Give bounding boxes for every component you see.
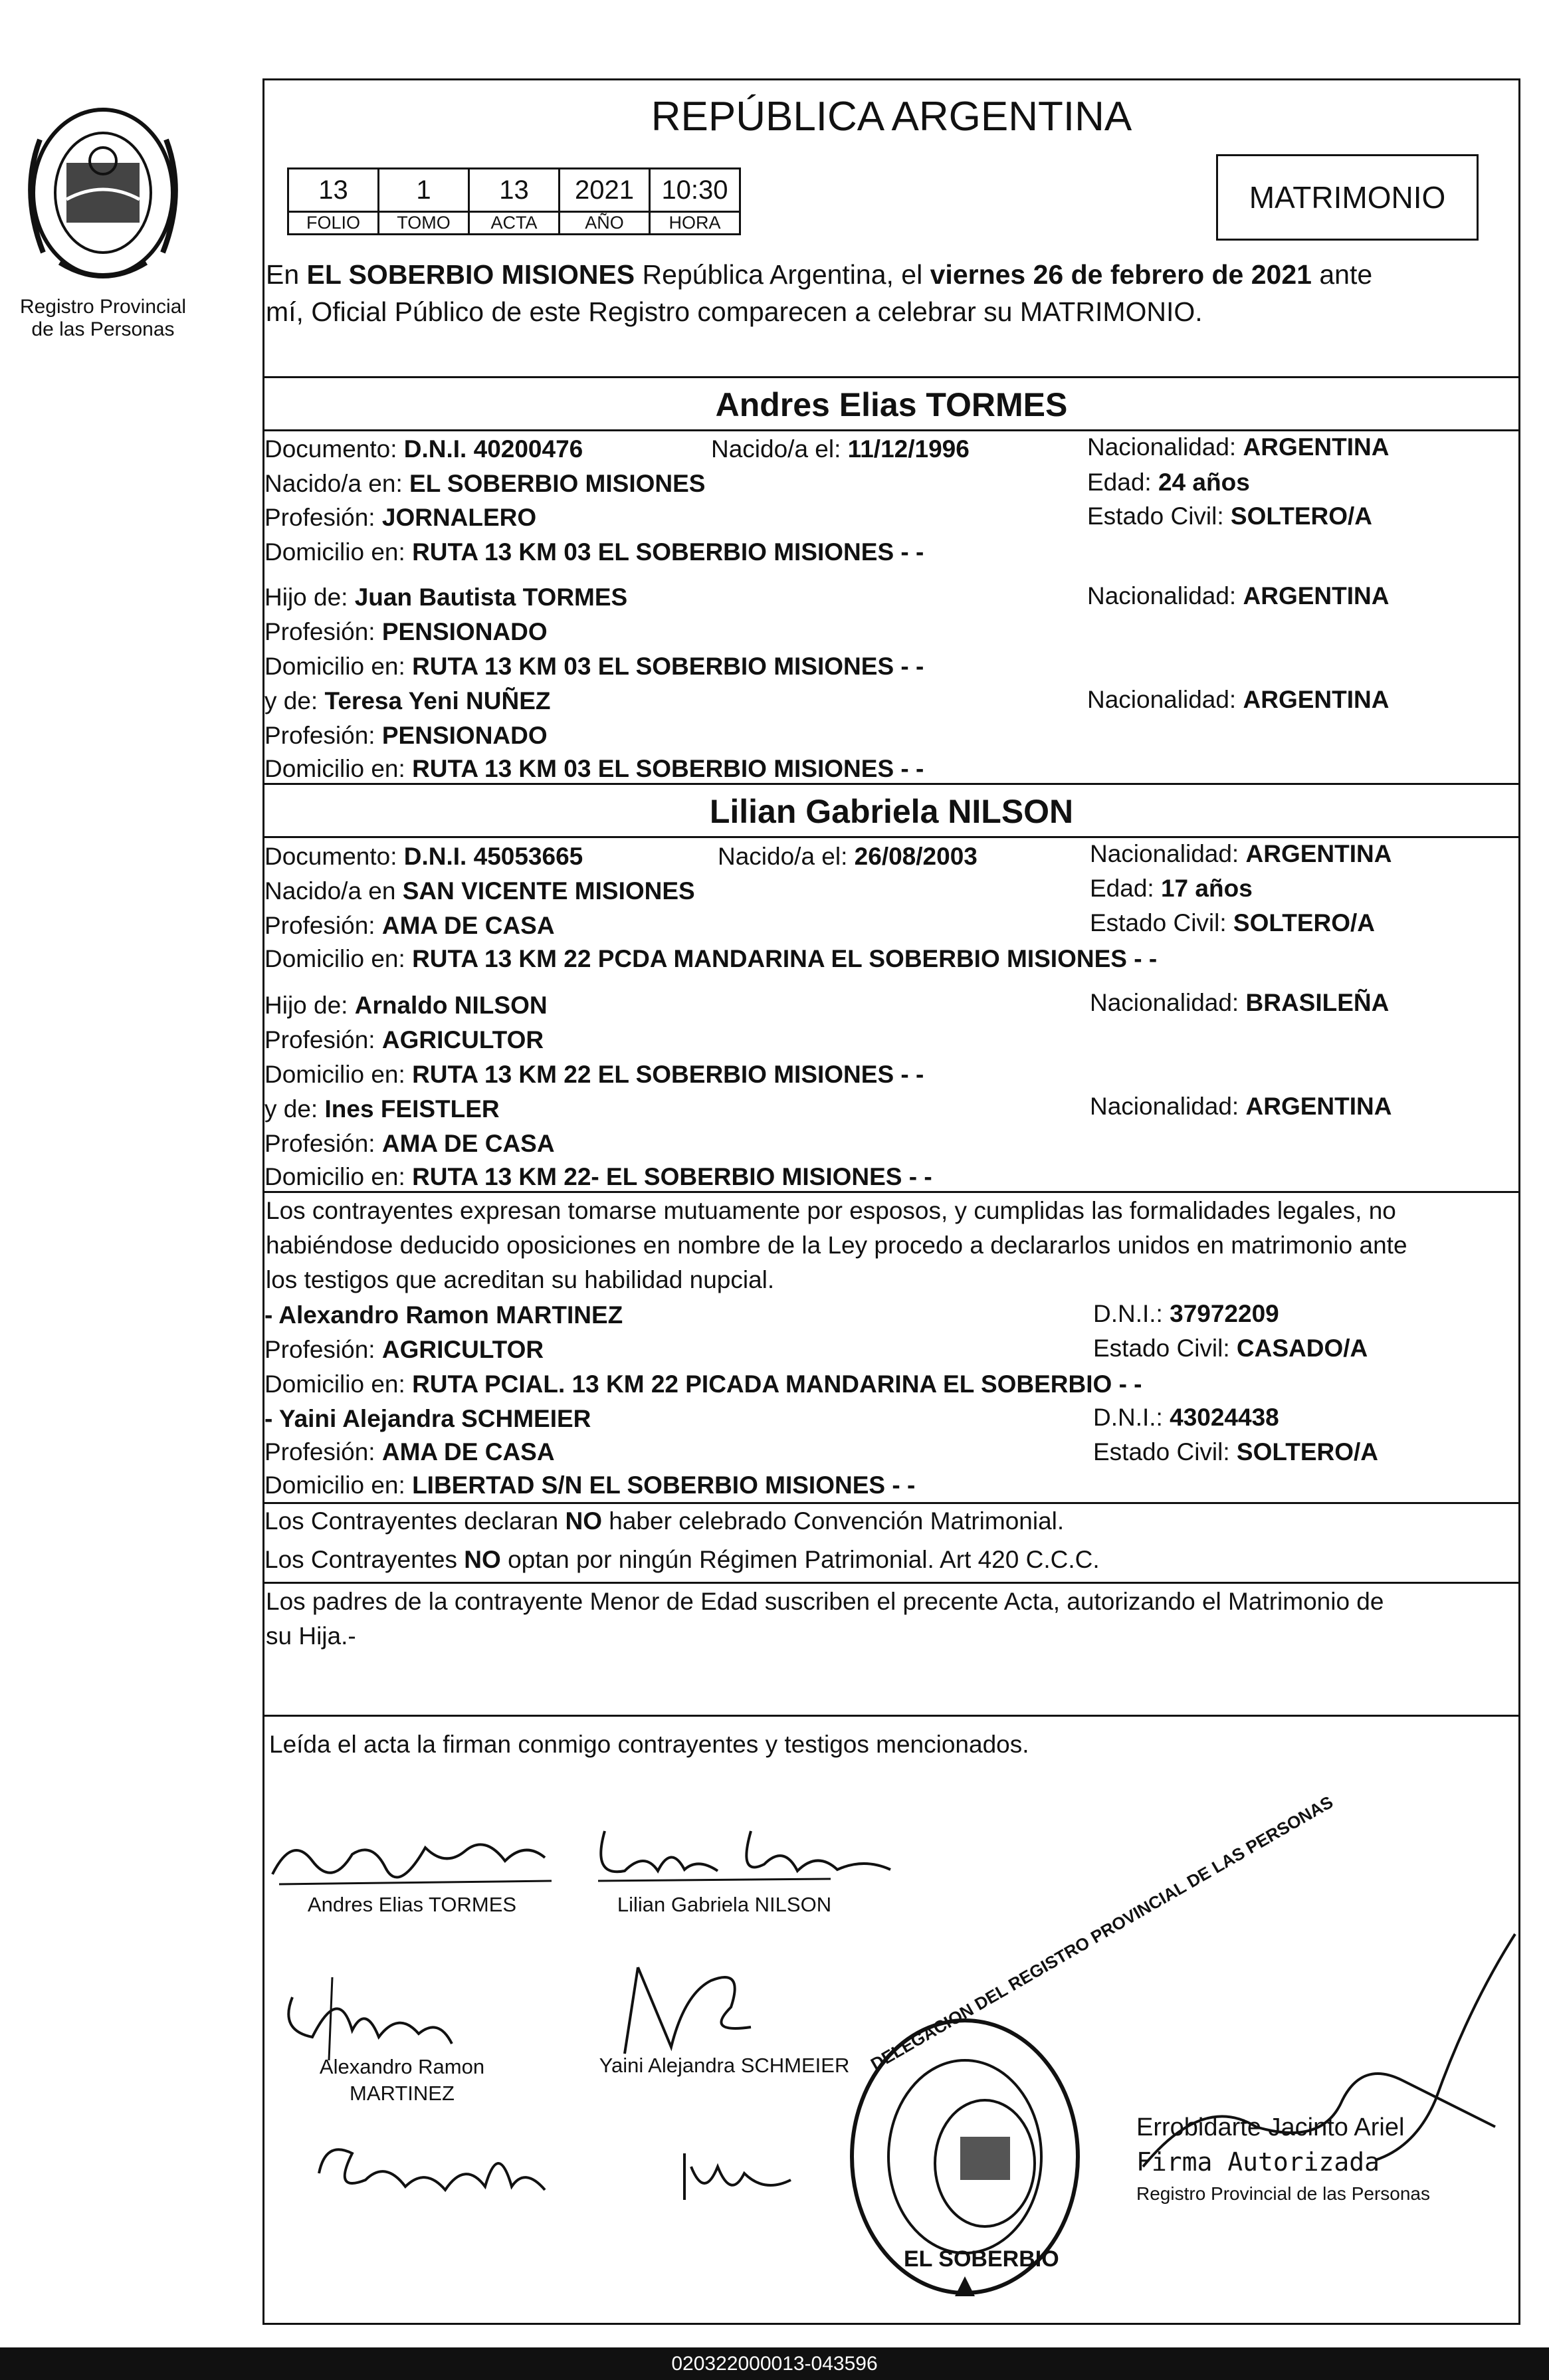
hora-value: 10:30 (650, 169, 740, 212)
stamp-center-text: EL SOBERBIO (904, 2246, 1059, 2272)
intro-date: viernes 26 de febrero de 2021 (930, 259, 1312, 290)
spouse1-father-dom: Domicilio en: RUTA 13 KM 03 EL SOBERBIO MISIONES - - (264, 653, 924, 680)
spouse2-mother-dom: Domicilio en: RUTA 13 KM 22- EL SOBERBIO MISIONES - - (264, 1163, 932, 1190)
country-title: REPÚBLICA ARGENTINA (651, 94, 1132, 140)
divider (262, 429, 1520, 431)
witness2-civil: Estado Civil: SOLTERO/A (1093, 1438, 1379, 1465)
divider (262, 1502, 1520, 1504)
signature-witness1 (266, 1971, 465, 2064)
witness1-dni: D.N.I.: 37972209 (1093, 1300, 1279, 1327)
spouse1-mother-nat: Nacionalidad: ARGENTINA (1087, 686, 1390, 713)
spouse2-father-dom: Domicilio en: RUTA 13 KM 22 EL SOBERBIO MISIONES - - (264, 1061, 924, 1088)
official-title: Firma Autorizada (1136, 2147, 1380, 2177)
parents-note: Los padres de la contrayente Menor de Edad suscriben el precente Acta, autorizando el Matrimonio de su Hija.- (266, 1588, 1384, 1650)
spouse1-birthplace: Nacido/a en: EL SOBERBIO MISIONES (264, 470, 706, 497)
spouse2-born: Nacido/a el: 26/08/2003 (718, 843, 978, 870)
misiones-emblem (13, 100, 193, 299)
witness2-dom: Domicilio en: LIBERTAD S/N EL SOBERBIO MISIONES - - (264, 1471, 916, 1499)
convention-line2: Los Contrayentes NO optan por ningún Régimen Patrimonial. Art 420 C.C.C. (264, 1546, 1100, 1573)
divider (262, 836, 1520, 838)
divider (262, 783, 1520, 785)
folio-label: FOLIO (288, 212, 379, 235)
witness1-dom: Domicilio en: RUTA PCIAL. 13 KM 22 PICADA MANDARINA EL SOBERBIO - - (264, 1370, 1142, 1398)
acta-value: 13 (469, 169, 560, 212)
spouse1-dom: Domicilio en: RUTA 13 KM 03 EL SOBERBIO MISIONES - - (264, 538, 924, 566)
witness2-dni: D.N.I.: 43024438 (1093, 1404, 1279, 1431)
spouse1-name: Andres Elias TORMES (715, 386, 1068, 423)
signature-parents (312, 2127, 817, 2220)
divider (262, 376, 1520, 378)
registry-caption-line1: Registro Provincial (19, 296, 187, 318)
stamp-ring-text: DELEGACION DEL REGISTRO PROVINCIAL DE LAS PERSONAS (867, 1792, 1337, 2074)
intro-line2: mí, Oficial Público de este Registro comparecen a celebrar su MATRIMONIO. (266, 296, 1203, 327)
spouse2-civil: Estado Civil: SOLTERO/A (1090, 909, 1376, 936)
spouse1-born: Nacido/a el: 11/12/1996 (711, 435, 970, 463)
folio-value: 13 (288, 169, 379, 212)
spouse2-mother-prof: Profesión: AMA DE CASA (264, 1130, 555, 1157)
signature-caption-spouse2: Lilian Gabriela NILSON (617, 1893, 832, 1916)
spouse1-age: Edad: 24 años (1087, 469, 1250, 496)
document-barcode: 020322000013-043596 (0, 2347, 1549, 2380)
acta-label: ACTA (469, 212, 560, 235)
spouse2-doc: Documento: D.N.I. 45053665 (264, 843, 583, 870)
official-name: Errobidarte Jacinto Ariel (1136, 2113, 1405, 2141)
witness2-prof: Profesión: AMA DE CASA (264, 1438, 555, 1465)
spouse1-mother: y de: Teresa Yeni NUÑEZ (264, 687, 551, 714)
spouse2-father-prof: Profesión: AGRICULTOR (264, 1026, 544, 1053)
spouse2-name: Lilian Gabriela NILSON (709, 793, 1074, 830)
register-table (287, 167, 741, 235)
spouse2-age: Edad: 17 años (1090, 875, 1253, 902)
anio-label: AÑO (560, 212, 650, 235)
spouse1-father: Hijo de: Juan Bautista TORMES (264, 584, 628, 611)
intro-place: EL SOBERBIO MISIONES (306, 259, 635, 290)
signature-caption-witness2: Yaini Alejandra SCHMEIER (599, 2054, 850, 2077)
witness2-name: - Yaini Alejandra SCHMEIER (264, 1405, 591, 1432)
signature-spouse2 (585, 1818, 917, 1891)
witness1-civil: Estado Civil: CASADO/A (1093, 1335, 1368, 1362)
spouse1-nat: Nacionalidad: ARGENTINA (1087, 433, 1390, 461)
spouse1-father-nat: Nacionalidad: ARGENTINA (1087, 582, 1390, 609)
convention-line1: Los Contrayentes declaran NO haber celebrado Convención Matrimonial. (264, 1507, 1065, 1535)
divider (262, 1191, 1520, 1193)
spouse1-prof: Profesión: JORNALERO (264, 504, 537, 531)
spouse1-civil: Estado Civil: SOLTERO/A (1087, 502, 1373, 530)
spouse2-birthplace: Nacido/a en SAN VICENTE MISIONES (264, 877, 695, 905)
official-block (1136, 2113, 1455, 2205)
spouse1-father-prof: Profesión: PENSIONADO (264, 618, 548, 645)
spouse1-doc: Documento: D.N.I. 40200476 (264, 435, 583, 463)
signature-caption-witness1: Alexandro Ramon MARTINEZ (319, 2055, 485, 2105)
signature-caption-spouse1: Andres Elias TORMES (307, 1893, 517, 1916)
declaration-text: Los contrayentes expresan tomarse mutuamente por esposos, y cumplidas las formalidades legales, no habiéndose deducido oposiciones en nombre de la Ley procedo a declararlos unidos en matrimonio ante los testigos que acreditan su habilidad nupcial. (266, 1197, 1407, 1293)
signature-spouse1 (266, 1821, 558, 1894)
tomo-value: 1 (379, 169, 469, 212)
spouse2-mother: y de: Ines FEISTLER (264, 1095, 500, 1123)
act-type-box: MATRIMONIO (1216, 154, 1479, 241)
spouse2-dom: Domicilio en: RUTA 13 KM 22 PCDA MANDARINA EL SOBERBIO MISIONES - - (264, 945, 1158, 972)
registry-caption (0, 296, 206, 341)
spouse2-nat: Nacionalidad: ARGENTINA (1090, 840, 1392, 867)
witness1-name: - Alexandro Ramon MARTINEZ (264, 1301, 623, 1329)
hora-label: HORA (650, 212, 740, 235)
stamp-emblem (930, 2094, 1040, 2233)
divider (262, 1715, 1520, 1717)
divider (262, 1582, 1520, 1584)
closing-text: Leída el acta la firman conmigo contrayentes y testigos mencionados. (269, 1731, 1029, 1758)
anio-value: 2021 (560, 169, 650, 212)
spouse2-prof: Profesión: AMA DE CASA (264, 912, 555, 939)
spouse2-father-nat: Nacionalidad: BRASILEÑA (1090, 989, 1390, 1016)
tomo-label: TOMO (379, 212, 469, 235)
signature-witness2 (598, 1954, 777, 2060)
spouse1-mother-prof: Profesión: PENSIONADO (264, 722, 548, 749)
spouse1-mother-dom: Domicilio en: RUTA 13 KM 03 EL SOBERBIO MISIONES - - (264, 755, 924, 782)
witness1-prof: Profesión: AGRICULTOR (264, 1336, 544, 1363)
registry-caption-line2: de las Personas (31, 318, 175, 340)
spouse2-mother-nat: Nacionalidad: ARGENTINA (1090, 1093, 1392, 1120)
intro-paragraph: En EL SOBERBIO MISIONES República Argentina, el viernes 26 de febrero de 2021 ante mí, Oficial Público de este Registro comparecen a celebrar su MATRIMONIO. (266, 259, 1373, 327)
spouse2-father: Hijo de: Arnaldo NILSON (264, 992, 548, 1019)
official-org: Registro Provincial de las Personas (1136, 2183, 1430, 2204)
